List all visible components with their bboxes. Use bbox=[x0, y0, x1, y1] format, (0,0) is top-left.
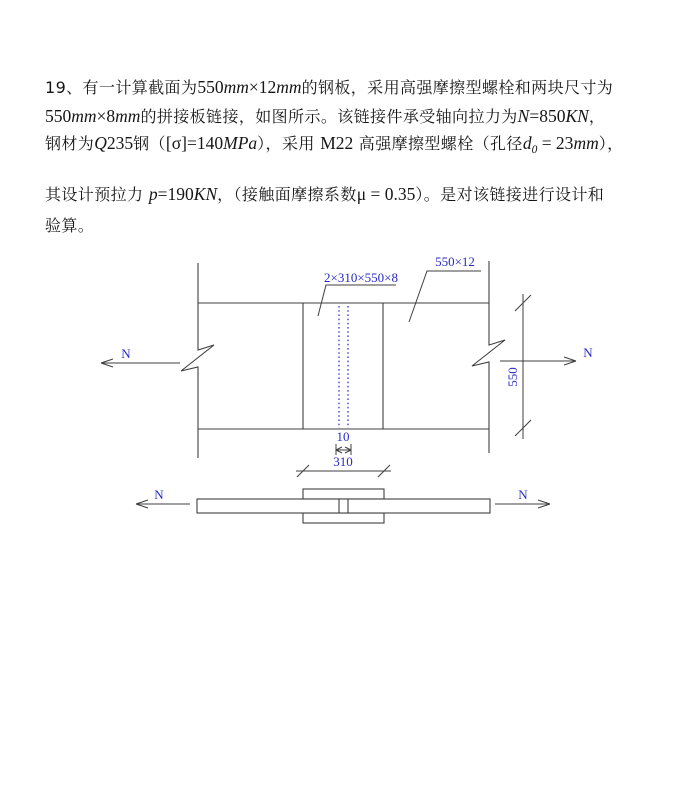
text-segment: 验算。 bbox=[45, 216, 95, 235]
joint-gap-hidden-lines bbox=[339, 306, 348, 428]
text-segment: mm bbox=[115, 106, 141, 126]
cover-plate-top bbox=[303, 489, 384, 499]
dim-value: 550 bbox=[505, 367, 520, 387]
text-segment: ，（接触面摩擦系数 bbox=[217, 185, 357, 204]
text-segment: 8 bbox=[106, 106, 116, 126]
cover-plate-bottom bbox=[303, 513, 384, 523]
text-segment: 钢（ bbox=[133, 134, 166, 153]
dim-line bbox=[515, 294, 531, 439]
text-segment: 12 bbox=[258, 77, 277, 97]
problem-text-line bbox=[45, 182, 604, 205]
main-plate-label: 550×12 bbox=[435, 254, 475, 269]
text-segment: 钢材为 bbox=[45, 134, 95, 153]
dimension-joint-gap bbox=[336, 429, 351, 455]
text-segment: MPa bbox=[223, 133, 258, 153]
dimension-splice-length bbox=[296, 454, 391, 477]
text-segment: [σ] bbox=[165, 133, 187, 153]
problem-text-line bbox=[45, 213, 94, 236]
side-view bbox=[136, 487, 550, 523]
problem-text-line bbox=[45, 131, 624, 156]
text-segment: ， bbox=[588, 107, 606, 126]
text-segment: × bbox=[96, 106, 107, 126]
text-segment: 其设计预拉力 bbox=[45, 185, 149, 204]
text-segment: M22 bbox=[320, 133, 354, 153]
text-segment: 550 bbox=[45, 106, 72, 126]
text-segment: ）， bbox=[598, 134, 624, 153]
text-segment: KN bbox=[193, 184, 218, 204]
main-plate-bar bbox=[197, 499, 490, 513]
text-segment: 0 bbox=[531, 144, 538, 156]
text-segment: mm bbox=[573, 133, 599, 153]
plan-view bbox=[101, 254, 593, 477]
force-label: N bbox=[583, 345, 593, 360]
text-segment: Q bbox=[94, 133, 107, 153]
text-segment: ），采用 bbox=[257, 134, 321, 153]
break-line-right bbox=[472, 261, 505, 453]
problem-text-line bbox=[45, 104, 605, 127]
force-label: N bbox=[518, 487, 528, 502]
text-segment: 的拼接板链接，如图所示。该链接件承受轴向拉力为 bbox=[140, 107, 518, 126]
dim-value: 310 bbox=[333, 454, 353, 469]
dimension-plate-width bbox=[505, 294, 531, 439]
text-segment: mm bbox=[71, 106, 97, 126]
text-segment: mm bbox=[223, 77, 249, 97]
text-segment: 高强摩擦型螺栓（孔径 bbox=[353, 134, 523, 153]
text-segment: ）。是对该链接进行设计和 bbox=[415, 185, 605, 204]
dim-value: 10 bbox=[336, 429, 350, 444]
text-segment: 的钢板，采用高强摩擦型螺栓和两块尺寸为 bbox=[301, 78, 614, 97]
text-segment: × bbox=[248, 77, 259, 97]
text-segment: =850 bbox=[529, 106, 566, 126]
text-segment: p bbox=[148, 184, 158, 204]
text-segment: d bbox=[522, 133, 532, 153]
splice-plates-label: 2×310×550×8 bbox=[324, 270, 398, 285]
text-segment: mm bbox=[276, 77, 302, 97]
text-segment: μ = 0.35 bbox=[356, 184, 416, 204]
problem-text-line bbox=[45, 75, 613, 98]
force-label: N bbox=[154, 487, 164, 502]
text-segment: N bbox=[517, 106, 530, 126]
text-segment: =190 bbox=[157, 184, 194, 204]
text-segment: KN bbox=[565, 106, 589, 126]
text-segment: 550 bbox=[197, 77, 224, 97]
force-arrow-left bbox=[101, 359, 180, 367]
leader-plate-label bbox=[409, 271, 481, 322]
leader-splice-label bbox=[318, 285, 396, 316]
connection-diagram bbox=[0, 240, 674, 540]
text-segment: = 23 bbox=[537, 133, 574, 153]
force-label: N bbox=[121, 346, 131, 361]
text-segment: =140 bbox=[187, 133, 224, 153]
text-segment: 19、有一计算截面为 bbox=[45, 78, 198, 97]
force-arrow-right bbox=[500, 357, 576, 365]
text-segment: 235 bbox=[106, 133, 134, 153]
